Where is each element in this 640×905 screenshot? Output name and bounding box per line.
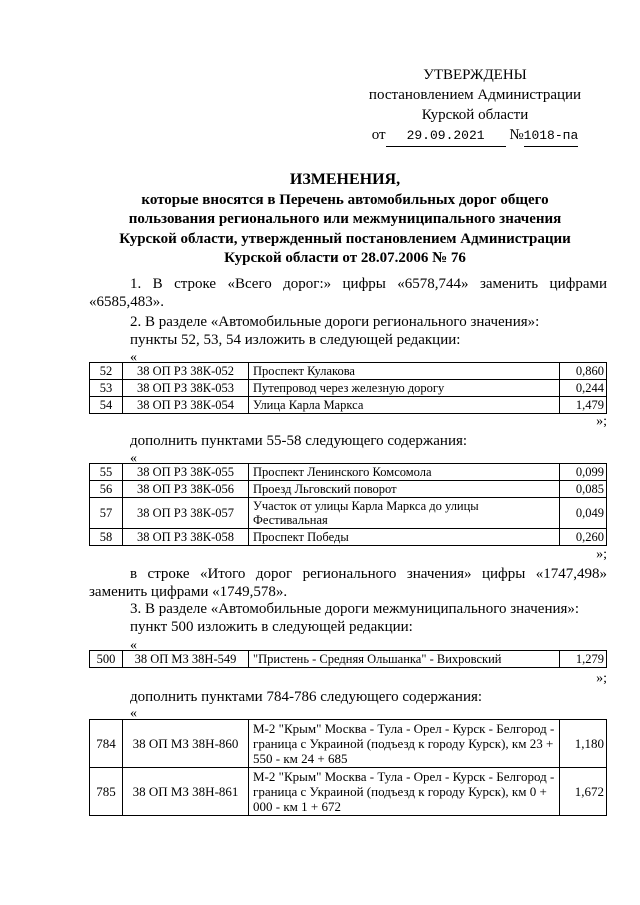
road-name: Проспект Победы xyxy=(249,529,560,546)
paragraph-1: 1. В строке «Всего дорог:» цифры «6578,744» заменить цифрами «6585,483». xyxy=(89,276,607,310)
table-row xyxy=(90,768,607,816)
table-row xyxy=(90,720,607,768)
row-number: 58 xyxy=(90,529,123,546)
paragraph-3-heading: 3. В разделе «Автомобильные дороги межмуниципального значения»: xyxy=(130,601,580,617)
title-line: Курской области от 28.07.2006 № 76 xyxy=(224,250,466,267)
road-length: 1,180 xyxy=(560,720,607,768)
road-code: 38 ОП МЗ 38Н-861 xyxy=(123,768,249,816)
row-number: 500 xyxy=(90,651,123,668)
roads-table-3 xyxy=(89,650,607,668)
road-code: 38 ОП МЗ 38Н-860 xyxy=(123,720,249,768)
road-length: 0,099 xyxy=(560,464,607,481)
paragraph-3-text: пункт 500 изложить в следующей редакции: xyxy=(130,619,413,635)
close-quote: »; xyxy=(596,671,607,686)
open-quote: « xyxy=(130,451,137,466)
row-number: 52 xyxy=(90,363,123,380)
row-number: 55 xyxy=(90,464,123,481)
roads-table-1 xyxy=(89,362,607,414)
row-number: 54 xyxy=(90,397,123,414)
road-code: 38 ОП МЗ 38Н-549 xyxy=(123,651,249,668)
row-number: 785 xyxy=(90,768,123,816)
road-code: 38 ОП РЗ 38К-056 xyxy=(123,481,249,498)
paragraph-2-add: дополнить пунктами 55-58 следующего содержания: xyxy=(130,433,468,449)
road-length: 0,085 xyxy=(560,481,607,498)
approval-stamp xyxy=(330,65,620,147)
row-number: 56 xyxy=(90,481,123,498)
table-row xyxy=(90,529,607,546)
approval-date: 29.09.2021 xyxy=(386,126,506,147)
roads-table-2 xyxy=(89,463,607,546)
from-label: от xyxy=(371,127,386,143)
row-number: 53 xyxy=(90,380,123,397)
table-row xyxy=(90,380,607,397)
paragraph-3-add: дополнить пунктами 784-786 следующего содержания: xyxy=(130,689,483,705)
road-name: Проезд Льговский поворот xyxy=(249,481,560,498)
approval-date-line xyxy=(330,125,620,147)
close-quote: »; xyxy=(596,414,607,429)
table-row xyxy=(90,481,607,498)
approved-region: Курской области xyxy=(421,107,529,123)
approved-label: УТВЕРЖДЕНЫ xyxy=(423,67,527,83)
road-length: 0,860 xyxy=(560,363,607,380)
road-length: 0,260 xyxy=(560,529,607,546)
road-name: Проспект Ленинского Комсомола xyxy=(249,464,560,481)
road-length: 1,479 xyxy=(560,397,607,414)
approved-by: постановлением Администрации xyxy=(368,87,582,103)
open-quote: « xyxy=(130,638,137,653)
row-number: 784 xyxy=(90,720,123,768)
road-code: 38 ОП РЗ 38К-055 xyxy=(123,464,249,481)
table-row xyxy=(90,651,607,668)
table-row xyxy=(90,363,607,380)
roads-table-4 xyxy=(89,719,607,816)
paragraph-2-total: в строке «Итого дорог регионального значения» цифры «1747,498» заменить цифрами «1749,578». xyxy=(89,566,607,600)
open-quote: « xyxy=(130,350,137,365)
road-length: 1,279 xyxy=(560,651,607,668)
road-code: 38 ОП РЗ 38К-058 xyxy=(123,529,249,546)
approval-number: 1018-па xyxy=(524,126,579,147)
title-heading: ИЗМЕНЕНИЯ, xyxy=(289,171,401,188)
number-sign: № xyxy=(509,127,524,143)
road-name: Проспект Кулакова xyxy=(249,363,560,380)
road-code: 38 ОП РЗ 38К-052 xyxy=(123,363,249,380)
table-row xyxy=(90,498,607,529)
table-row xyxy=(90,464,607,481)
title-line: пользования регионального или межмуниципального значения xyxy=(128,211,562,228)
road-code: 38 ОП РЗ 38К-057 xyxy=(123,498,249,529)
road-name: Улица Карла Маркса xyxy=(249,397,560,414)
open-quote: « xyxy=(130,706,137,721)
paragraph-2-text: пункты 52, 53, 54 изложить в следующей редакции: xyxy=(130,332,461,348)
title-line: которые вносятся в Перечень автомобильных дорог общего xyxy=(141,191,549,208)
title-line: Курской области, утвержденный постановлением Администрации xyxy=(119,230,571,247)
road-name: М-2 "Крым" Москва - Тула - Орел - Курск - Белгород - граница с Украиной (подъезд к городу Курск), км 23 + 550 - км 24 + 685 xyxy=(249,720,560,768)
road-length: 1,672 xyxy=(560,768,607,816)
paragraph-2-heading: 2. В разделе «Автомобильные дороги регионального значения»: xyxy=(130,314,540,330)
road-length: 0,049 xyxy=(560,498,607,529)
road-name: Участок от улицы Карла Маркса до улицы Фестивальная xyxy=(249,498,560,529)
road-name: Путепровод через железную дорогу xyxy=(249,380,560,397)
road-name: М-2 "Крым" Москва - Тула - Орел - Курск - Белгород - граница с Украиной (подъезд к городу Курск), км 0 + 000 - км 1 + 672 xyxy=(249,768,560,816)
road-code: 38 ОП РЗ 38К-054 xyxy=(123,397,249,414)
road-length: 0,244 xyxy=(560,380,607,397)
close-quote: »; xyxy=(596,547,607,562)
road-code: 38 ОП РЗ 38К-053 xyxy=(123,380,249,397)
table-row xyxy=(90,397,607,414)
row-number: 57 xyxy=(90,498,123,529)
document-title xyxy=(80,170,610,269)
road-name: "Пристень - Средняя Ольшанка" - Вихровский xyxy=(249,651,560,668)
